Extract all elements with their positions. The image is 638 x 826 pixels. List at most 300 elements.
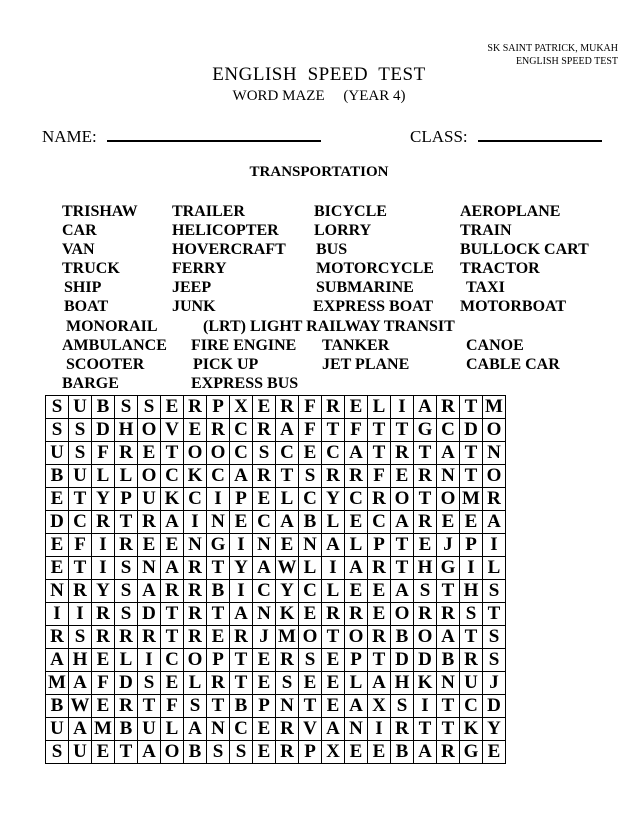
grid-cell[interactable]: T (161, 626, 184, 649)
grid-cell[interactable]: I (92, 557, 115, 580)
grid-cell[interactable]: R (161, 580, 184, 603)
grid-cell[interactable]: I (92, 534, 115, 557)
grid-cell[interactable]: T (437, 695, 460, 718)
grid-cell[interactable]: T (230, 672, 253, 695)
grid-cell[interactable]: J (437, 534, 460, 557)
grid-cell[interactable]: R (322, 603, 345, 626)
grid-cell[interactable]: B (46, 695, 69, 718)
grid-cell[interactable]: E (161, 534, 184, 557)
grid-cell[interactable]: H (414, 557, 437, 580)
grid-cell[interactable]: T (460, 626, 483, 649)
grid-cell[interactable]: R (69, 580, 92, 603)
grid-cell[interactable]: R (368, 488, 391, 511)
grid-cell[interactable]: U (69, 396, 92, 419)
grid-cell[interactable]: R (414, 603, 437, 626)
grid-cell[interactable]: A (138, 580, 161, 603)
grid-cell[interactable]: L (115, 465, 138, 488)
grid-cell[interactable]: F (345, 419, 368, 442)
grid-cell[interactable]: O (437, 488, 460, 511)
grid-cell[interactable]: T (207, 557, 230, 580)
grid-cell[interactable]: U (69, 741, 92, 764)
grid-cell[interactable]: C (253, 580, 276, 603)
grid-cell[interactable]: R (207, 672, 230, 695)
grid-cell[interactable]: C (460, 695, 483, 718)
grid-cell[interactable]: I (138, 649, 161, 672)
grid-cell[interactable]: T (161, 603, 184, 626)
grid-cell[interactable]: O (299, 626, 322, 649)
grid-cell[interactable]: X (230, 396, 253, 419)
grid-cell[interactable]: S (46, 419, 69, 442)
grid-cell[interactable]: F (161, 695, 184, 718)
grid-cell[interactable]: T (230, 649, 253, 672)
grid-cell[interactable]: K (184, 465, 207, 488)
grid-cell[interactable]: T (115, 741, 138, 764)
grid-cell[interactable]: O (391, 488, 414, 511)
grid-cell[interactable]: J (483, 672, 506, 695)
grid-cell[interactable]: A (414, 396, 437, 419)
grid-cell[interactable]: M (276, 626, 299, 649)
grid-cell[interactable]: T (69, 557, 92, 580)
grid-cell[interactable]: N (483, 442, 506, 465)
grid-cell[interactable]: D (138, 603, 161, 626)
grid-cell[interactable]: B (46, 465, 69, 488)
grid-cell[interactable]: E (437, 511, 460, 534)
grid-cell[interactable]: L (322, 511, 345, 534)
grid-cell[interactable]: A (322, 718, 345, 741)
grid-cell[interactable]: R (230, 626, 253, 649)
grid-cell[interactable]: A (230, 465, 253, 488)
grid-cell[interactable]: A (161, 557, 184, 580)
grid-cell[interactable]: A (253, 557, 276, 580)
grid-cell[interactable]: E (414, 534, 437, 557)
grid-cell[interactable]: Y (92, 488, 115, 511)
grid-cell[interactable]: E (46, 557, 69, 580)
grid-cell[interactable]: E (92, 741, 115, 764)
grid-cell[interactable]: N (138, 557, 161, 580)
grid-cell[interactable]: D (115, 672, 138, 695)
grid-cell[interactable]: A (368, 672, 391, 695)
grid-cell[interactable]: M (460, 488, 483, 511)
grid-cell[interactable]: E (460, 511, 483, 534)
grid-cell[interactable]: S (184, 695, 207, 718)
grid-cell[interactable]: A (345, 695, 368, 718)
grid-cell[interactable]: O (345, 626, 368, 649)
grid-cell[interactable]: I (414, 695, 437, 718)
grid-cell[interactable]: R (345, 603, 368, 626)
grid-cell[interactable]: T (460, 465, 483, 488)
grid-cell[interactable]: U (46, 718, 69, 741)
grid-cell[interactable]: R (92, 626, 115, 649)
grid-cell[interactable]: S (115, 580, 138, 603)
grid-cell[interactable]: A (184, 718, 207, 741)
grid-cell[interactable]: S (115, 557, 138, 580)
grid-cell[interactable]: I (46, 603, 69, 626)
grid-cell[interactable]: R (115, 442, 138, 465)
grid-cell[interactable]: S (460, 603, 483, 626)
grid-cell[interactable]: E (345, 511, 368, 534)
grid-cell[interactable]: C (161, 465, 184, 488)
grid-cell[interactable]: E (345, 396, 368, 419)
grid-cell[interactable]: E (483, 741, 506, 764)
grid-cell[interactable]: R (184, 580, 207, 603)
grid-cell[interactable]: B (115, 718, 138, 741)
grid-cell[interactable]: X (322, 741, 345, 764)
grid-cell[interactable]: U (138, 718, 161, 741)
grid-cell[interactable]: N (253, 534, 276, 557)
grid-cell[interactable]: M (46, 672, 69, 695)
grid-cell[interactable]: R (184, 603, 207, 626)
grid-cell[interactable]: N (46, 580, 69, 603)
grid-cell[interactable]: E (161, 396, 184, 419)
grid-cell[interactable]: A (391, 580, 414, 603)
grid-cell[interactable]: E (46, 534, 69, 557)
grid-cell[interactable]: S (483, 649, 506, 672)
grid-cell[interactable]: C (230, 718, 253, 741)
grid-cell[interactable]: R (138, 511, 161, 534)
grid-cell[interactable]: C (322, 442, 345, 465)
grid-cell[interactable]: D (460, 419, 483, 442)
grid-cell[interactable]: R (414, 465, 437, 488)
grid-cell[interactable]: L (161, 718, 184, 741)
grid-cell[interactable]: R (437, 741, 460, 764)
grid-cell[interactable]: T (414, 442, 437, 465)
grid-cell[interactable]: N (437, 672, 460, 695)
grid-cell[interactable]: H (115, 419, 138, 442)
grid-cell[interactable]: D (46, 511, 69, 534)
grid-cell[interactable]: R (138, 626, 161, 649)
grid-cell[interactable]: V (161, 419, 184, 442)
grid-cell[interactable]: O (184, 649, 207, 672)
grid-cell[interactable]: N (276, 695, 299, 718)
grid-cell[interactable]: R (391, 718, 414, 741)
grid-cell[interactable]: L (184, 672, 207, 695)
grid-cell[interactable]: S (391, 695, 414, 718)
grid-cell[interactable]: E (253, 649, 276, 672)
grid-cell[interactable]: V (299, 718, 322, 741)
grid-cell[interactable]: C (299, 580, 322, 603)
grid-cell[interactable]: N (207, 511, 230, 534)
grid-cell[interactable]: E (368, 603, 391, 626)
grid-cell[interactable]: L (276, 488, 299, 511)
grid-cell[interactable]: T (460, 396, 483, 419)
grid-cell[interactable]: R (276, 649, 299, 672)
grid-cell[interactable]: O (414, 626, 437, 649)
grid-cell[interactable]: T (460, 442, 483, 465)
grid-cell[interactable]: R (115, 695, 138, 718)
grid-cell[interactable]: R (368, 557, 391, 580)
grid-cell[interactable]: T (115, 511, 138, 534)
grid-cell[interactable]: C (368, 511, 391, 534)
grid-cell[interactable]: E (299, 442, 322, 465)
grid-cell[interactable]: K (414, 672, 437, 695)
grid-cell[interactable]: R (184, 396, 207, 419)
grid-cell[interactable]: D (414, 649, 437, 672)
grid-cell[interactable]: A (276, 419, 299, 442)
grid-cell[interactable]: S (69, 419, 92, 442)
grid-cell[interactable]: A (414, 741, 437, 764)
grid-cell[interactable]: E (299, 603, 322, 626)
grid-cell[interactable]: P (253, 695, 276, 718)
grid-cell[interactable]: P (345, 649, 368, 672)
grid-cell[interactable]: E (322, 672, 345, 695)
grid-cell[interactable]: P (460, 534, 483, 557)
grid-cell[interactable]: A (322, 534, 345, 557)
grid-cell[interactable]: Y (276, 580, 299, 603)
grid-cell[interactable]: R (460, 649, 483, 672)
grid-cell[interactable]: L (299, 557, 322, 580)
grid-cell[interactable]: N (184, 534, 207, 557)
grid-cell[interactable]: S (138, 672, 161, 695)
grid-cell[interactable]: C (230, 419, 253, 442)
grid-cell[interactable]: F (92, 442, 115, 465)
grid-cell[interactable]: R (483, 488, 506, 511)
grid-cell[interactable]: E (391, 465, 414, 488)
grid-cell[interactable]: R (368, 626, 391, 649)
grid-cell[interactable]: C (69, 511, 92, 534)
grid-cell[interactable]: H (460, 580, 483, 603)
grid-cell[interactable]: T (391, 534, 414, 557)
grid-cell[interactable]: I (483, 534, 506, 557)
grid-cell[interactable]: R (184, 557, 207, 580)
grid-cell[interactable]: T (299, 695, 322, 718)
grid-cell[interactable]: I (230, 580, 253, 603)
grid-cell[interactable]: E (138, 442, 161, 465)
grid-cell[interactable]: S (115, 396, 138, 419)
grid-cell[interactable]: E (253, 672, 276, 695)
grid-cell[interactable]: S (414, 580, 437, 603)
grid-cell[interactable]: P (207, 396, 230, 419)
grid-cell[interactable]: K (460, 718, 483, 741)
grid-cell[interactable]: S (46, 741, 69, 764)
grid-cell[interactable]: A (437, 626, 460, 649)
name-blank[interactable] (107, 126, 321, 142)
grid-cell[interactable]: C (276, 442, 299, 465)
grid-cell[interactable]: C (207, 465, 230, 488)
grid-cell[interactable]: E (253, 396, 276, 419)
grid-cell[interactable]: Y (230, 557, 253, 580)
grid-cell[interactable]: F (69, 534, 92, 557)
grid-cell[interactable]: S (69, 626, 92, 649)
grid-cell[interactable]: R (276, 396, 299, 419)
grid-cell[interactable]: E (299, 672, 322, 695)
grid-cell[interactable]: R (322, 465, 345, 488)
grid-cell[interactable]: S (253, 442, 276, 465)
grid-cell[interactable]: R (115, 626, 138, 649)
grid-cell[interactable]: R (184, 626, 207, 649)
grid-cell[interactable]: T (322, 626, 345, 649)
grid-cell[interactable]: T (414, 488, 437, 511)
grid-cell[interactable]: A (483, 511, 506, 534)
grid-cell[interactable]: C (345, 488, 368, 511)
grid-cell[interactable]: I (322, 557, 345, 580)
grid-cell[interactable]: T (391, 419, 414, 442)
grid-cell[interactable]: B (299, 511, 322, 534)
grid-cell[interactable]: T (322, 419, 345, 442)
grid-cell[interactable]: A (345, 442, 368, 465)
grid-cell[interactable]: A (437, 442, 460, 465)
grid-cell[interactable]: B (437, 649, 460, 672)
grid-cell[interactable]: A (391, 511, 414, 534)
grid-cell[interactable]: D (391, 649, 414, 672)
grid-cell[interactable]: S (46, 396, 69, 419)
grid-cell[interactable]: P (368, 534, 391, 557)
grid-cell[interactable]: R (322, 396, 345, 419)
grid-cell[interactable]: F (299, 419, 322, 442)
grid-cell[interactable]: A (46, 649, 69, 672)
grid-cell[interactable]: S (69, 442, 92, 465)
grid-cell[interactable]: A (69, 672, 92, 695)
grid-cell[interactable]: N (437, 465, 460, 488)
grid-cell[interactable]: R (253, 465, 276, 488)
grid-cell[interactable]: E (345, 741, 368, 764)
grid-cell[interactable]: B (207, 580, 230, 603)
grid-cell[interactable]: T (368, 649, 391, 672)
grid-cell[interactable]: B (391, 626, 414, 649)
class-blank[interactable] (478, 126, 602, 142)
grid-cell[interactable]: X (368, 695, 391, 718)
grid-cell[interactable]: G (207, 534, 230, 557)
grid-cell[interactable]: F (92, 672, 115, 695)
grid-cell[interactable]: H (391, 672, 414, 695)
grid-cell[interactable]: T (391, 557, 414, 580)
grid-cell[interactable]: R (92, 511, 115, 534)
grid-cell[interactable]: E (276, 534, 299, 557)
grid-cell[interactable]: R (92, 603, 115, 626)
grid-cell[interactable]: E (161, 672, 184, 695)
grid-cell[interactable]: K (276, 603, 299, 626)
grid-cell[interactable]: E (253, 488, 276, 511)
grid-cell[interactable]: P (207, 649, 230, 672)
grid-cell[interactable]: F (368, 465, 391, 488)
grid-cell[interactable]: I (69, 603, 92, 626)
grid-cell[interactable]: A (276, 511, 299, 534)
grid-cell[interactable]: G (414, 419, 437, 442)
grid-cell[interactable]: A (230, 603, 253, 626)
grid-cell[interactable]: R (437, 603, 460, 626)
grid-cell[interactable]: J (253, 626, 276, 649)
grid-cell[interactable]: T (207, 695, 230, 718)
grid-cell[interactable]: G (437, 557, 460, 580)
grid-cell[interactable]: B (391, 741, 414, 764)
grid-cell[interactable]: M (92, 718, 115, 741)
grid-cell[interactable]: B (184, 741, 207, 764)
grid-cell[interactable]: T (437, 718, 460, 741)
grid-cell[interactable]: L (322, 580, 345, 603)
grid-cell[interactable]: T (437, 580, 460, 603)
grid-cell[interactable]: L (115, 649, 138, 672)
grid-cell[interactable]: T (368, 442, 391, 465)
grid-cell[interactable]: B (230, 695, 253, 718)
grid-cell[interactable]: O (207, 442, 230, 465)
grid-cell[interactable]: R (345, 465, 368, 488)
grid-cell[interactable]: O (483, 465, 506, 488)
grid-cell[interactable]: S (230, 741, 253, 764)
grid-cell[interactable]: R (414, 511, 437, 534)
grid-cell[interactable]: C (437, 419, 460, 442)
grid-cell[interactable]: B (92, 396, 115, 419)
grid-cell[interactable]: N (299, 534, 322, 557)
grid-cell[interactable]: N (345, 718, 368, 741)
grid-cell[interactable]: T (414, 718, 437, 741)
grid-cell[interactable]: R (207, 419, 230, 442)
grid-cell[interactable]: R (276, 741, 299, 764)
grid-cell[interactable]: U (69, 465, 92, 488)
grid-cell[interactable]: E (345, 580, 368, 603)
grid-cell[interactable]: L (345, 534, 368, 557)
grid-cell[interactable]: C (230, 442, 253, 465)
grid-cell[interactable]: O (161, 741, 184, 764)
grid-cell[interactable]: L (345, 672, 368, 695)
grid-cell[interactable]: P (299, 741, 322, 764)
grid-cell[interactable]: D (92, 419, 115, 442)
grid-cell[interactable]: P (115, 488, 138, 511)
grid-cell[interactable]: I (391, 396, 414, 419)
grid-cell[interactable]: T (276, 465, 299, 488)
grid-cell[interactable]: L (483, 557, 506, 580)
grid-cell[interactable]: T (368, 419, 391, 442)
grid-cell[interactable]: S (276, 672, 299, 695)
grid-cell[interactable]: I (460, 557, 483, 580)
grid-cell[interactable]: S (483, 580, 506, 603)
grid-cell[interactable]: S (207, 741, 230, 764)
grid-cell[interactable]: E (92, 649, 115, 672)
grid-cell[interactable]: E (184, 419, 207, 442)
grid-cell[interactable]: O (184, 442, 207, 465)
grid-cell[interactable]: Y (92, 580, 115, 603)
grid-cell[interactable]: G (460, 741, 483, 764)
grid-cell[interactable]: R (115, 534, 138, 557)
grid-cell[interactable]: S (299, 649, 322, 672)
grid-cell[interactable]: S (483, 626, 506, 649)
grid-cell[interactable]: F (299, 396, 322, 419)
grid-cell[interactable]: T (483, 603, 506, 626)
grid-cell[interactable]: E (368, 741, 391, 764)
grid-cell[interactable]: U (46, 442, 69, 465)
grid-cell[interactable]: O (138, 465, 161, 488)
grid-cell[interactable]: T (138, 695, 161, 718)
grid-cell[interactable]: T (207, 603, 230, 626)
grid-cell[interactable]: R (46, 626, 69, 649)
grid-cell[interactable]: K (161, 488, 184, 511)
grid-cell[interactable]: T (161, 442, 184, 465)
grid-cell[interactable]: E (92, 695, 115, 718)
grid-cell[interactable]: C (253, 511, 276, 534)
grid-cell[interactable]: O (138, 419, 161, 442)
grid-cell[interactable]: C (161, 649, 184, 672)
grid-cell[interactable]: H (69, 649, 92, 672)
grid-cell[interactable]: C (299, 488, 322, 511)
grid-cell[interactable]: A (69, 718, 92, 741)
grid-cell[interactable]: A (138, 741, 161, 764)
grid-cell[interactable]: S (115, 603, 138, 626)
grid-cell[interactable]: Y (483, 718, 506, 741)
grid-cell[interactable]: A (345, 557, 368, 580)
grid-cell[interactable]: E (253, 741, 276, 764)
grid-cell[interactable]: O (483, 419, 506, 442)
grid-cell[interactable]: E (46, 488, 69, 511)
grid-cell[interactable]: I (184, 511, 207, 534)
grid-cell[interactable]: A (161, 511, 184, 534)
grid-cell[interactable]: P (230, 488, 253, 511)
grid-cell[interactable]: L (368, 396, 391, 419)
grid-cell[interactable]: I (230, 534, 253, 557)
grid-cell[interactable]: E (253, 718, 276, 741)
grid-cell[interactable]: Y (322, 488, 345, 511)
grid-cell[interactable]: L (92, 465, 115, 488)
grid-cell[interactable]: E (138, 534, 161, 557)
grid-cell[interactable]: E (207, 626, 230, 649)
grid-cell[interactable]: O (391, 603, 414, 626)
